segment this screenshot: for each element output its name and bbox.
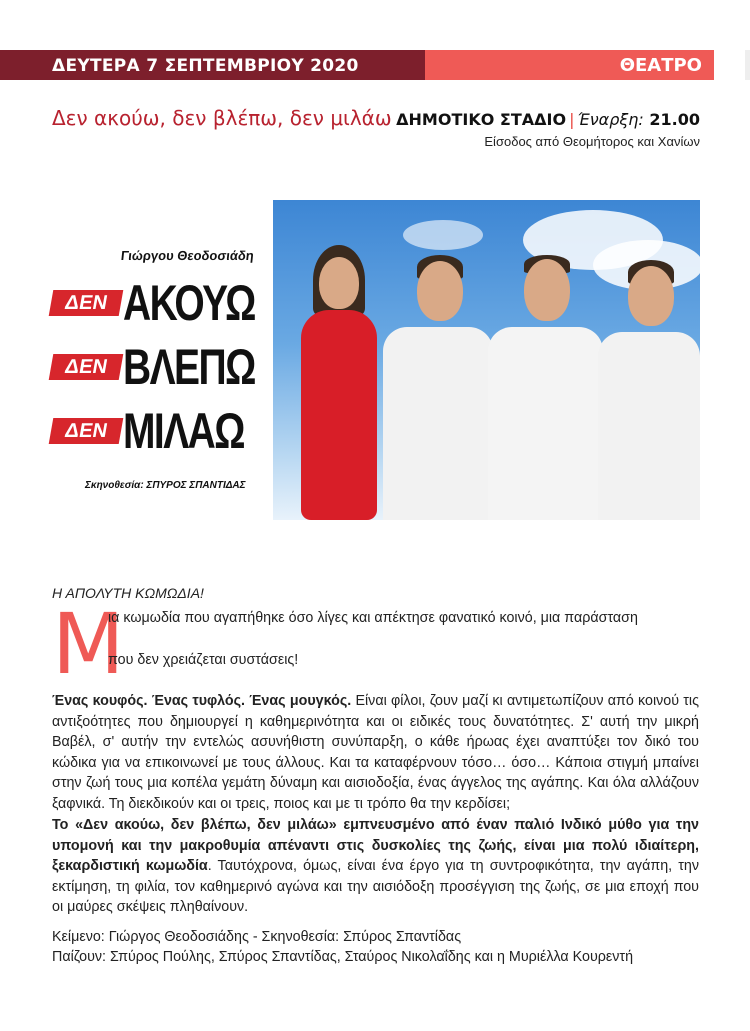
actor-figure-3 [598, 260, 700, 520]
event-venue-line [396, 110, 700, 129]
section-label: ΘΕΑΤΡΟ [619, 55, 702, 76]
tshirt-shape [488, 327, 603, 520]
poster-big-2: ΒΛΕΠΩ [123, 339, 255, 395]
poster-den-1: ΔΕΝ [49, 290, 124, 316]
face-shape [319, 257, 359, 309]
venue-separator: | [569, 110, 575, 129]
credits-cast: Παίζουν: Σπύρος Πούλης, Σπύρος Σπαντίδας, Σταύρος Νικολαΐδης και η Μυριέλλα Κουρεντή [52, 949, 634, 965]
paragraph-characters-body: Είναι φίλοι, ζουν μαζί κι αντιμετωπίζουν από κοινού τις αντιξοότητες που δημιουργεί η καθημερινότητα και οι ειδικές τους δυνατότητες. Σ' αυτή την μικρή Βαβέλ, σ' αυτήν την εντελώς ασυνήθιστη συνύπαρξη, ο κάθε ήρωας έχει αναπτύξει τον δικό του κώδικα για να επικοινωνεί με τους άλλους. Και τα καταφέρνουν τόσο… όσο… Κάποια στιγμή μπαίνει στην ζωή τους μια κοπέλα γεμάτη δύναμη και αισιοδοξία, ένας άγγελος της αγάπης. Και όλα αλλάζουν ξαφνικά. Τη διεκδικούν και οι τρεις, ποιος και με τι τρόπο θα την κερδίσει; [52, 693, 700, 812]
intro-line-2: που δεν χρειάζεται συστάσεις! [108, 652, 299, 668]
entrance-info: Είσοδος από Θεομήτορος και Χανίων [484, 134, 700, 149]
page-edge [745, 50, 750, 80]
poster-title-panel [45, 200, 273, 520]
poster-photo [273, 200, 700, 520]
paragraph-inspiration-body: . Ταυτόχρονα, όμως, είναι ένα έργο για τη συντροφικότητα, την αγάπη, την εκτίμηση, τη φιλία, τον καθημερινό αγώνα και την αισιόδοξη προσέγγιση της ζωής, σε μια εποχή που οι μαύρες σκέψεις πληθαίνουν. [52, 858, 699, 916]
paragraph-characters-lead: Ένας κουφός. Ένας τυφλός. Ένας μουγκός. [52, 693, 352, 709]
actress-figure [283, 245, 393, 520]
credits-block [52, 927, 633, 967]
venue-name: ΔΗΜΟΤΙΚΟ ΣΤΑΔΙΟ [396, 110, 567, 129]
poster-big-1: ΑΚΟΥΩ [123, 275, 255, 331]
intro-line-1: ια κωμωδία που αγαπήθηκε όσο λίγες και απέκτησε φανατικό κοινό, μια παράσταση [108, 610, 638, 626]
article-kicker: Η ΑΠΟΛΥΤΗ ΚΩΜΩΔΙΑ! [52, 585, 204, 601]
header-section-bar [425, 50, 714, 80]
face-shape [417, 261, 463, 321]
start-label: Έναρξη: [577, 110, 644, 129]
poster-big-3: ΜΙΛΑΩ [123, 403, 244, 459]
tshirt-shape [383, 327, 493, 520]
paragraph-inspiration-lead: Το «Δεν ακούω, δεν βλέπω, δεν μιλάω» εμπνευσμένο από έναν παλιό Ινδικό μύθο για την υπομονή και την μακροθυμία απέναντι στις δυσκολίες της ζωής, είναι μια πολύ ιδιαίτερη, ξεκαρδιστική κωμωδία [52, 817, 699, 875]
paragraph-inspiration [52, 815, 699, 918]
drop-cap: Μ [52, 595, 125, 693]
face-shape [628, 266, 674, 326]
tshirt-shape [598, 332, 700, 520]
show-poster [45, 200, 700, 520]
event-title: Δεν ακούω, δεν βλέπω, δεν μιλάω [52, 106, 392, 130]
poster-den-3: ΔΕΝ [49, 418, 124, 444]
poster-author: Γιώργου Θεοδοσιάδη [120, 248, 255, 263]
poster-den-2: ΔΕΝ [49, 354, 124, 380]
actor-figure-2 [488, 255, 603, 520]
start-time: 21.00 [649, 110, 700, 129]
cloud-shape [403, 220, 483, 250]
face-shape [524, 259, 570, 321]
issue-date: ΔΕΥΤΕΡΑ 7 ΣΕΠΤΕΜΒΡΙΟΥ 2020 [52, 56, 359, 76]
actor-figure-1 [383, 255, 493, 520]
poster-director: Σκηνοθεσία: ΣΠΥΡΟΣ ΣΠΑΝΤΙΔΑΣ [85, 480, 246, 491]
paragraph-characters [52, 691, 699, 815]
red-dress-shape [301, 310, 377, 520]
header-date-bar [0, 50, 425, 80]
credits-writer-director: Κείμενο: Γιώργος Θεοδοσιάδης - Σκηνοθεσία: Σπύρος Σπαντίδας [52, 929, 462, 945]
